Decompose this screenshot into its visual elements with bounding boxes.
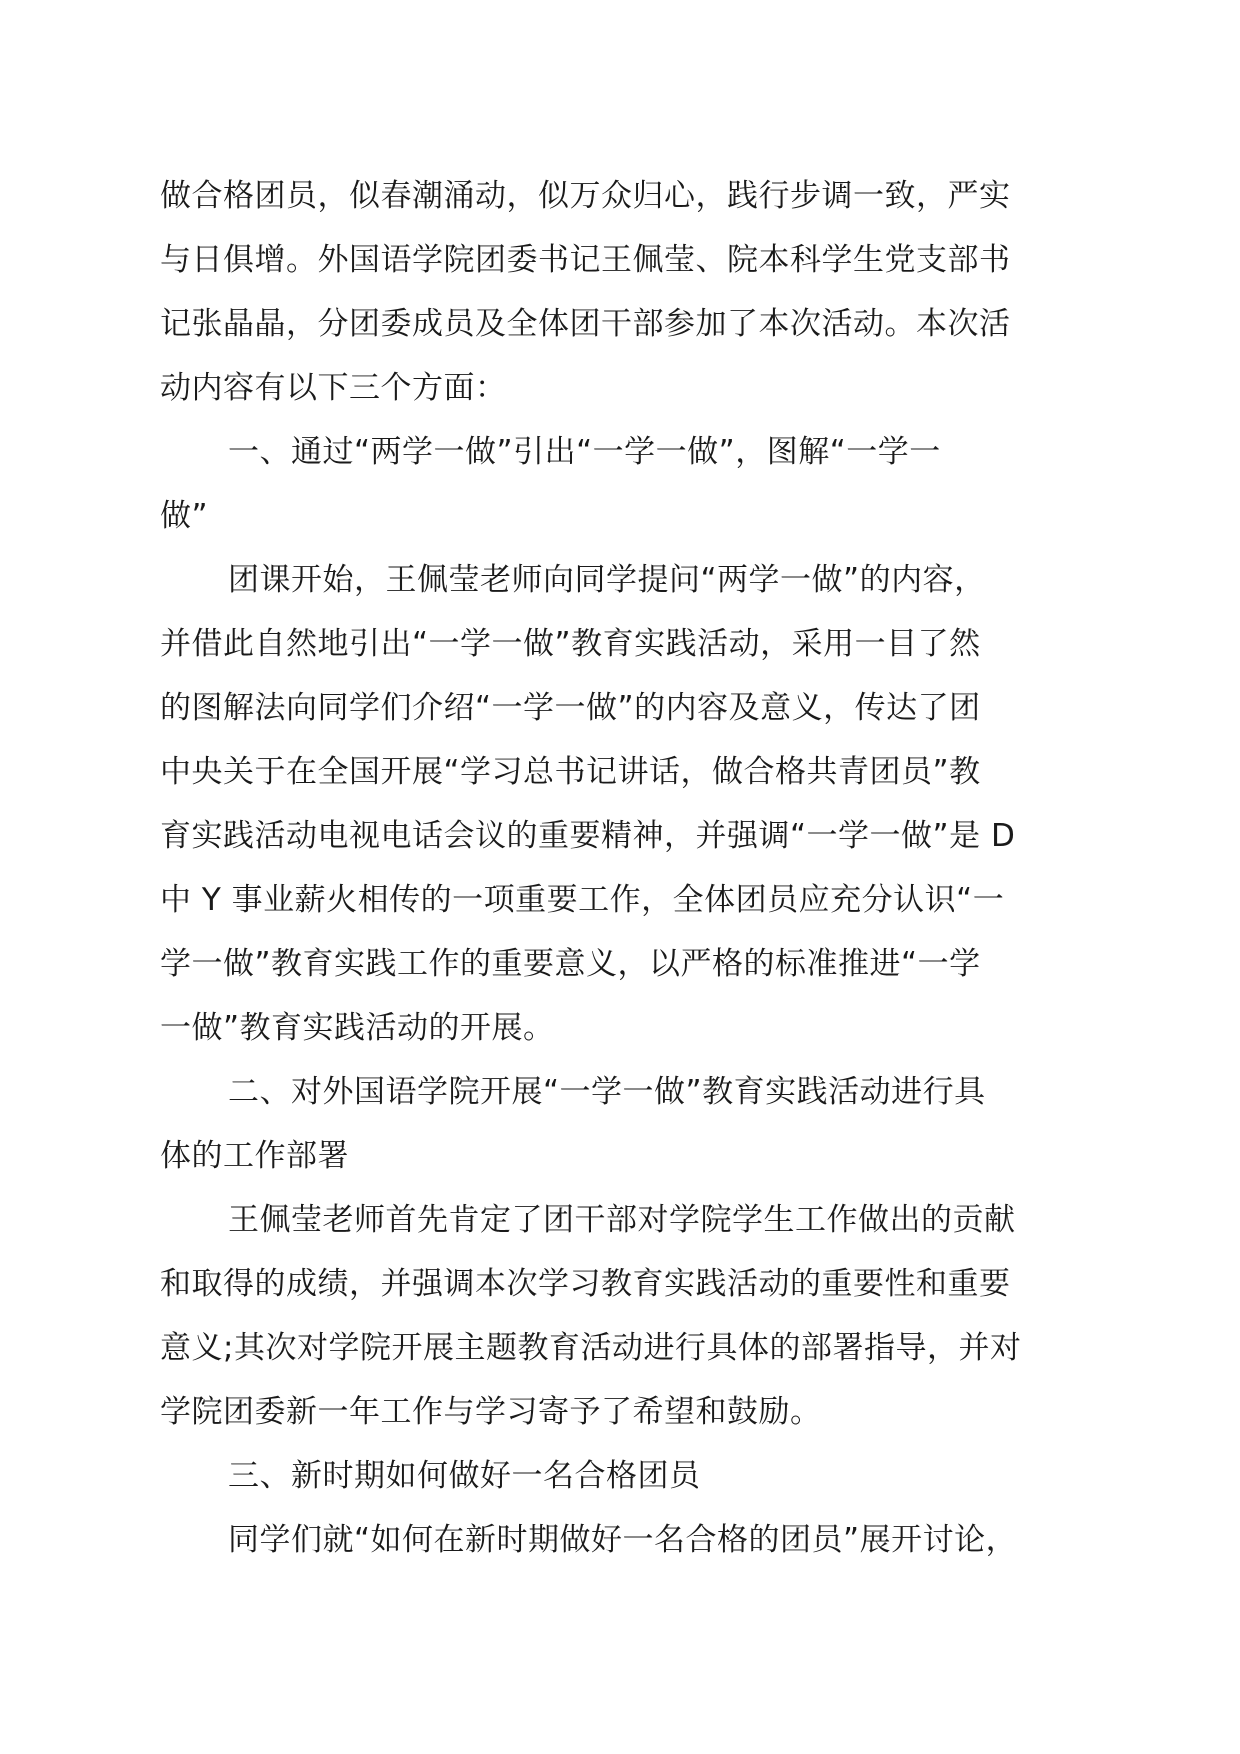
text-line: 学一做”教育实践工作的重要意义，以严格的标准推进“一学 xyxy=(160,946,981,982)
text-line: 的图解法向同学们介绍“一学一做”的内容及意义，传达了团 xyxy=(160,690,981,726)
paragraph-start: 王佩莹老师首先肯定了团干部对学院学生工作做出的贡献 xyxy=(228,1202,1016,1238)
text-line: 育实践活动电视电话会议的重要精神，并强调“一学一做”是 D xyxy=(160,818,1016,854)
text-line: 做合格团员，似春潮涌动，似万众归心，践行步调一致，严实 xyxy=(160,178,1011,214)
text-line: 动内容有以下三个方面： xyxy=(160,370,507,406)
text-line: 一做”教育实践活动的开展。 xyxy=(160,1010,555,1046)
section-heading-3: 三、新时期如何做好一名合格团员 xyxy=(228,1458,701,1494)
section-heading-1-cont: 做” xyxy=(160,498,209,534)
text-line: 与日俱增。外国语学院团委书记王佩莹、院本科学生党支部书 xyxy=(160,242,1011,278)
text-line: 中 Y 事业薪火相传的一项重要工作，全体团员应充分认识“一 xyxy=(160,882,1005,918)
document-body xyxy=(160,164,1100,1572)
section-heading-2-cont: 体的工作部署 xyxy=(160,1138,349,1174)
section-heading-2: 二、对外国语学院开展“一学一做”教育实践活动进行具 xyxy=(228,1074,986,1110)
text-line: 中央关于在全国开展“学习总书记讲话，做合格共青团员”教 xyxy=(160,754,981,790)
text-line: 和取得的成绩，并强调本次学习教育实践活动的重要性和重要 xyxy=(160,1266,1011,1302)
section-heading-1: 一、通过“两学一做”引出“一学一做”，图解“一学一 xyxy=(228,434,941,470)
paragraph-start: 团课开始，王佩莹老师向同学提问“两学一做”的内容， xyxy=(228,562,986,598)
paragraph-start: 同学们就“如何在新时期做好一名合格的团员”展开讨论， xyxy=(228,1522,1018,1558)
text-line: 学院团委新一年工作与学习寄予了希望和鼓励。 xyxy=(160,1394,822,1430)
text-line: 并借此自然地引出“一学一做”教育实践活动，采用一目了然 xyxy=(160,626,981,662)
text-line: 记张晶晶，分团委成员及全体团干部参加了本次活动。本次活 xyxy=(160,306,1011,342)
text-line: 意义;其次对学院开展主题教育活动进行具体的部署指导，并对 xyxy=(160,1330,1022,1366)
